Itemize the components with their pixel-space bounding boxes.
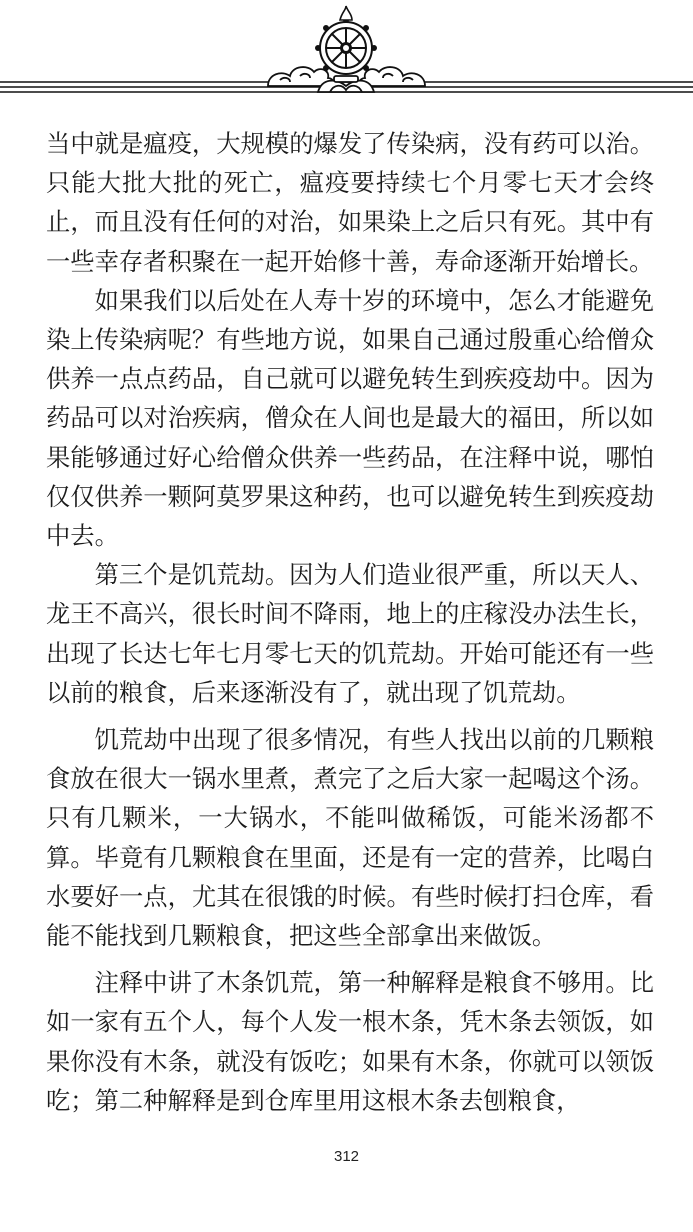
paragraph-1: 当中就是瘟疫，大规模的爆发了传染病，没有药可以治。只能大批大批的死亡，瘟疫要持续七个月零七天才会终止，而且没有任何的对治，如果染上之后只有死。其中有一些幸存者积聚在一起开始修十善，寿命逐渐开始增长。 bbox=[46, 129, 654, 276]
paragraph-5: 注释中讲了木条饥荒，第一种解释是粮食不够用。比如一家有五个人，每个人发一根木条，凭木条去领饭，如果你没有木条，就没有饭吃；如果有木条，你就可以领饭吃；第二种解释是到仓库里用这根木条去刨粮食， bbox=[46, 968, 654, 1115]
paragraph-2: 如果我们以后处在人寿十岁的环境中，怎么才能避免染上传染病呢？有些地方说，如果自己通过殷重心给僧众供养一点点药品，自己就可以避免转生到疾疫劫中。因为药品可以对治疾病，僧众在人间也是最大的福田，所以如果能够通过好心给僧众供养一些药品，在注释中说，哪怕仅仅供养一颗阿莫罗果这种药，也可以避免转生到疾疫劫中去。 bbox=[46, 285, 654, 551]
page-header-ornament bbox=[0, 0, 693, 112]
paragraph-3: 第三个是饥荒劫。因为人们造业很严重，所以天人、龙王不高兴，很长时间不降雨，地上的庄稼没办法生长，出现了长达七年七月零七天的饥荒劫。开始可能还有一些以前的粮食，后来逐渐没有了，就出现了饥荒劫。 bbox=[46, 560, 654, 707]
page-number: 312 bbox=[333, 1148, 360, 1165]
dharma-wheel-icon bbox=[0, 0, 693, 112]
page-body-text bbox=[46, 124, 654, 1120]
paragraph-4: 饥荒劫中出现了很多情况，有些人找出以前的几颗粮食放在很大一锅水里煮，煮完了之后大家一起喝这个汤。只有几颗米，一大锅水，不能叫做稀饭，可能米汤都不算。毕竟有几颗粮食在里面，还是有一定的营养，比喝白水要好一点，尤其在很饿的时候。有些时候打扫仓库，看能不能找到几颗粮食，把这些全部拿出来做饭。 bbox=[46, 725, 654, 951]
